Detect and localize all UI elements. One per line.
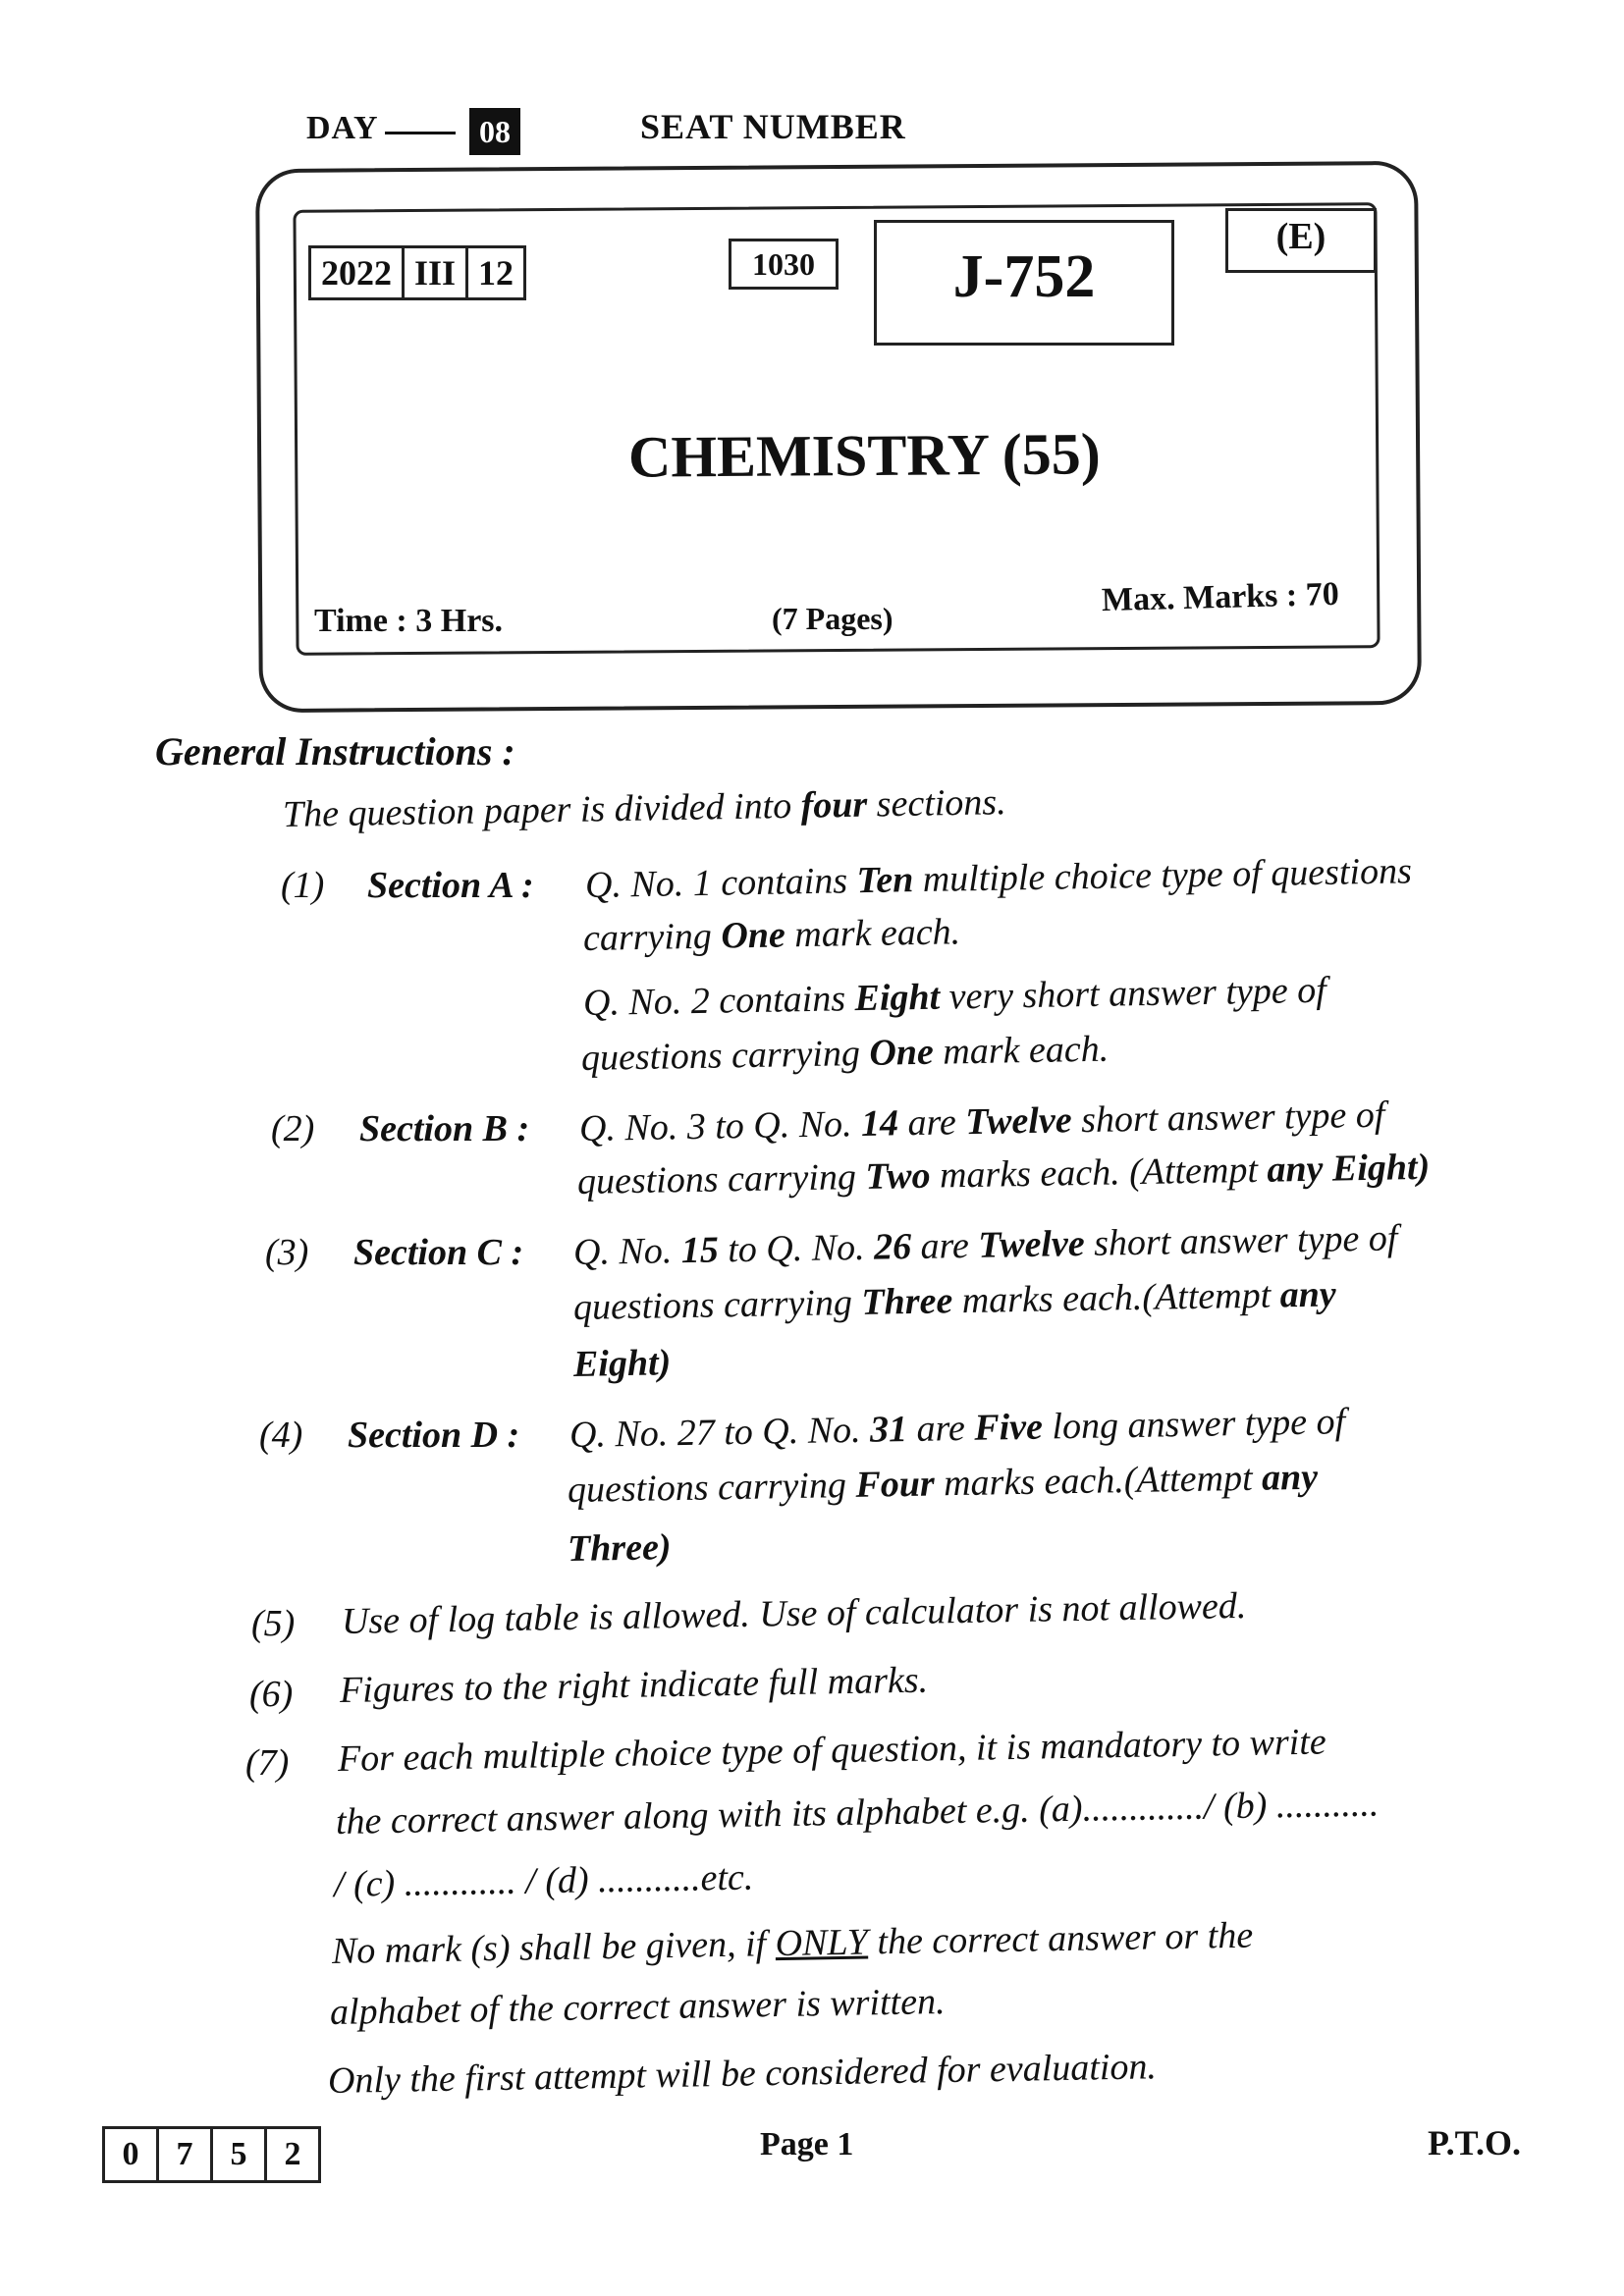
section-d-line-3: Three)	[567, 1526, 672, 1570]
code-digit: 0	[105, 2129, 159, 2180]
section-a-line-1: Q. No. 1 contains Ten multiple choice type of questions	[584, 850, 1413, 906]
item-6-text: Figures to the right indicate full marks.	[339, 1659, 929, 1711]
paper-number: 1030	[729, 239, 839, 290]
paper-code: J-752	[874, 220, 1174, 346]
day-number: 08	[469, 108, 520, 155]
code-digit: 5	[213, 2129, 267, 2180]
item-6-number: (6)	[249, 1674, 294, 1715]
section-a-line-4: questions carrying One mark each.	[580, 1028, 1110, 1079]
item-7-line-3: / (c) ............ / (d) ...........etc.	[333, 1856, 754, 1905]
item-7-line-1: For each multiple choice type of question, it is mandatory to write	[337, 1721, 1327, 1780]
session-code: III	[405, 248, 468, 297]
section-a-line-2: carrying One mark each.	[582, 911, 961, 959]
section-d-number: (4)	[259, 1415, 303, 1456]
time-duration: Time : 3 Hrs.	[314, 603, 504, 639]
instructions-title: General Instructions :	[155, 729, 515, 774]
item-7-number: (7)	[245, 1742, 290, 1784]
section-a-label: Section A :	[367, 865, 534, 906]
item-7-line-5: alphabet of the correct answer is written.	[329, 1981, 946, 2033]
section-a-line-3: Q. No. 2 contains Eight very short answer type of	[582, 969, 1327, 1024]
language-code: (E)	[1225, 208, 1377, 273]
class-code: 12	[478, 253, 514, 293]
item-5-text: Use of log table is allowed. Use of calculator is not allowed.	[341, 1584, 1247, 1642]
section-b-line-1: Q. No. 3 to Q. No. 14 are Twelve short answer type of	[578, 1094, 1385, 1149]
section-c-label: Section C :	[353, 1232, 524, 1273]
code-digit: 7	[159, 2129, 213, 2180]
year-code: 2022	[311, 248, 405, 297]
section-b-line-2: questions carrying Two marks each. (Attempt any Eight)	[576, 1146, 1431, 1202]
section-d-line-2: questions carrying Four marks each.(Attempt any	[567, 1456, 1319, 1511]
item-7-line-6: Only the first attempt will be considered for evaluation.	[327, 2046, 1158, 2102]
section-c-line-3: Eight)	[572, 1342, 672, 1385]
code-digit: 2	[284, 2136, 301, 2172]
section-c-line-2: questions carrying Three marks each.(Attempt any	[572, 1273, 1337, 1328]
subject-title: CHEMISTRY (55)	[627, 421, 1101, 490]
footer-code-boxes	[102, 2126, 321, 2183]
section-b-label: Section B :	[359, 1108, 530, 1149]
section-a-number: (1)	[281, 865, 325, 906]
instructions-intro: The question paper is divided into four sections.	[282, 781, 1007, 835]
item-5-number: (5)	[251, 1603, 296, 1644]
item-7-line-4: No mark (s) shall be given, if ONLY the correct answer or the	[331, 1914, 1254, 1972]
seat-number-label: SEAT NUMBER	[640, 107, 906, 146]
max-marks: Max. Marks : 70	[1101, 575, 1340, 619]
page-number: Page 1	[760, 2126, 854, 2163]
day-divider	[385, 132, 456, 134]
section-d-line-1: Q. No. 27 to Q. No. 31 are Five long answer type of	[568, 1401, 1346, 1456]
paper-code-box	[308, 245, 526, 300]
section-c-line-1: Q. No. 15 to Q. No. 26 are Twelve short answer type of	[572, 1217, 1398, 1273]
page-count: (7 Pages)	[772, 601, 893, 636]
section-d-label: Section D :	[348, 1415, 520, 1456]
section-c-number: (3)	[265, 1232, 309, 1273]
section-b-number: (2)	[271, 1108, 315, 1149]
item-7-line-2: the correct answer along with its alphabet e.g. (a)............./ (b) ...........	[335, 1783, 1380, 1842]
day-label: DAY	[306, 110, 379, 146]
pto-label: P.T.O.	[1428, 2123, 1522, 2163]
